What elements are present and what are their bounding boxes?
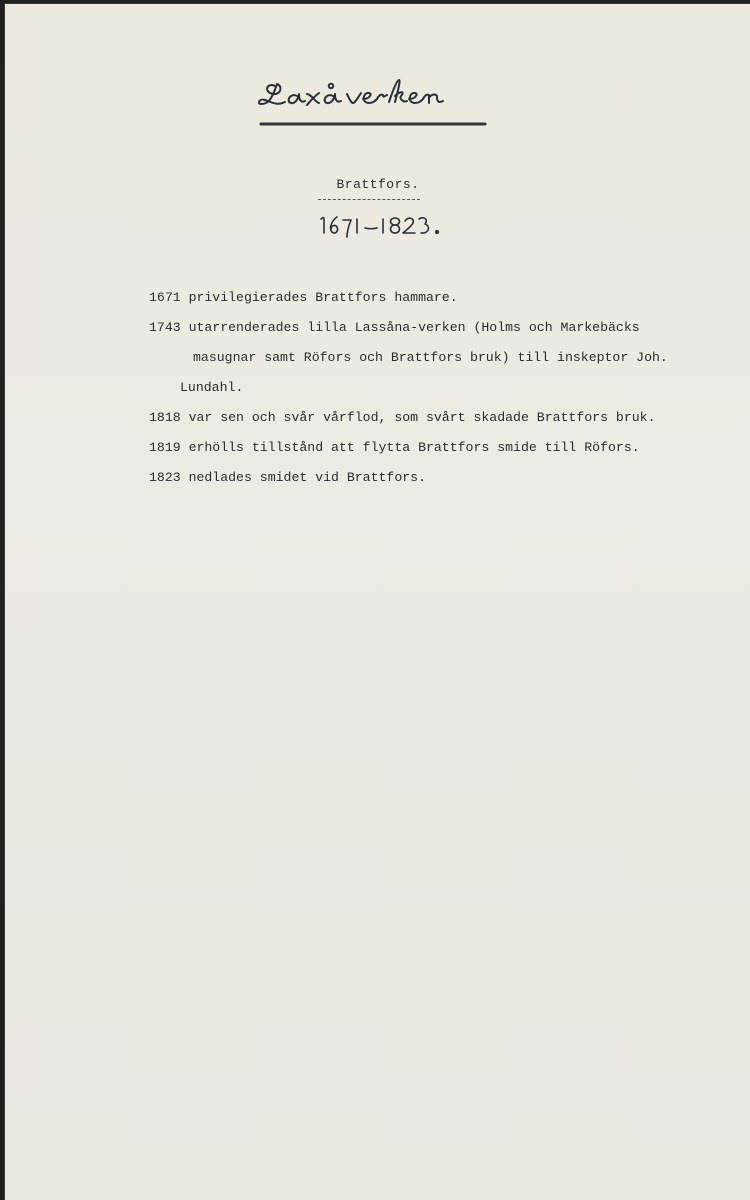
entry-year: 1819: [149, 440, 181, 455]
handwritten-years-ink: [317, 209, 467, 245]
handwritten-title-ink: [255, 72, 490, 132]
subtitle: Brattfors.: [336, 177, 420, 192]
chronology-entry-1823: [149, 468, 719, 487]
chronology-entry-1671: [149, 288, 719, 307]
entry-text: privilegierades Brattfors hammare.: [180, 290, 458, 305]
chronology-entry-1819: [149, 438, 719, 457]
handwritten-title: [255, 72, 490, 132]
entry-continuation: masugnar samt Röfors och Brattfors bruk) till inskeptor Joh.: [193, 350, 668, 365]
subtitle-underline: [318, 199, 420, 200]
chronology-entry-1818: [149, 408, 719, 427]
chronology-list: [149, 288, 719, 498]
handwritten-years: [317, 209, 467, 245]
entry-text: erhölls tillstånd att flytta Brattfors smide till Röfors.: [180, 440, 640, 455]
entry-continuation: Lundahl.: [180, 380, 244, 395]
entry-year: 1671: [149, 290, 181, 305]
entry-year: 1818: [149, 410, 181, 425]
entry-text: utarrenderades lilla Lassåna-verken (Holms och Markebäcks: [180, 320, 640, 335]
entry-text: nedlades smidet vid Brattfors.: [180, 470, 426, 485]
document-page: [4, 3, 750, 1200]
entry-year: 1823: [149, 470, 181, 485]
entry-year: 1743: [149, 320, 181, 335]
chronology-entry-1743: [149, 318, 719, 397]
entry-text: var sen och svår vårflod, som svårt skadade Brattfors bruk.: [180, 410, 656, 425]
